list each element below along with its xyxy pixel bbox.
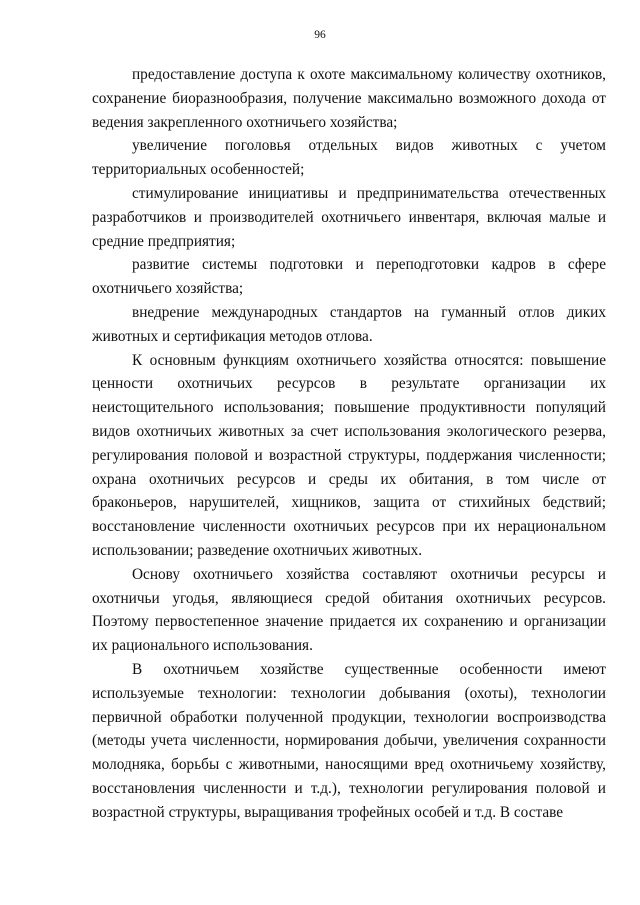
paragraph-stimulating-initiative: стимулирование инициативы и предпринимательства отечественных разработчиков и производителей охотничьего инвентаря, включая малые и средние предприятия; — [92, 184, 606, 250]
paragraph-main-functions: К основным функциям охотничьего хозяйства относятся: повышение ценности охотничьих ресурсов в результате организации их неистощительного использования; повышение продуктивности популяций видов охотничьих животных за счет использования экологического резерва, регулирования половой и возрастной структуры, поддержания численности; охрана охотничьих ресурсов и среды их обитания, в том числе от браконьеров, нарушителей, хищников, защита от стихийных бедствий; восстановление численности охотничьих ресурсов при их нерациональном использовании; разведение охотничьих животных. — [92, 351, 606, 559]
paragraph-livestock-increase: увеличение поголовья отдельных видов животных с учетом территориальных особенностей; — [92, 137, 606, 179]
paragraph-staff-training: развитие системы подготовки и переподготовки кадров в сфере охотничьего хозяйства; — [92, 256, 606, 298]
paragraph-basis-of-economy: Основу охотничьего хозяйства составляют охотничьи ресурсы и охотничьи угодья, являющиеся средой обитания охотничьих ресурсов. Поэтому первостепенное значение придается их сохранению и организации их рационального использования. — [92, 565, 606, 655]
paragraph-technologies: В охотничьем хозяйстве существенные особенности имеют используемые технологии: технологии добывания (охоты), технологии первичной обработки полученной продукции, технологии воспроизводства (методы учета численности, нормирования добычи, увеличения сохранности молодняка, борьбы с животными, наносящими вред охотничьему хозяйству, восстановления численности и т.д.), технологии регулирования половой и возрастной структуры, выращивания трофейных особей и т.д. В составе — [92, 660, 606, 821]
document-body — [92, 63, 606, 825]
paragraph-access-to-hunting: предоставление доступа к охоте максимальному количеству охотников, сохранение биоразнообразия, получение максимально возможного дохода от ведения закрепленного охотничьего хозяйства; — [92, 66, 606, 131]
page-number: 96 — [314, 29, 326, 41]
paragraph-international-standards: внедрение международных стандартов на гуманный отлов диких животных и сертификация методов отлова. — [92, 303, 606, 345]
